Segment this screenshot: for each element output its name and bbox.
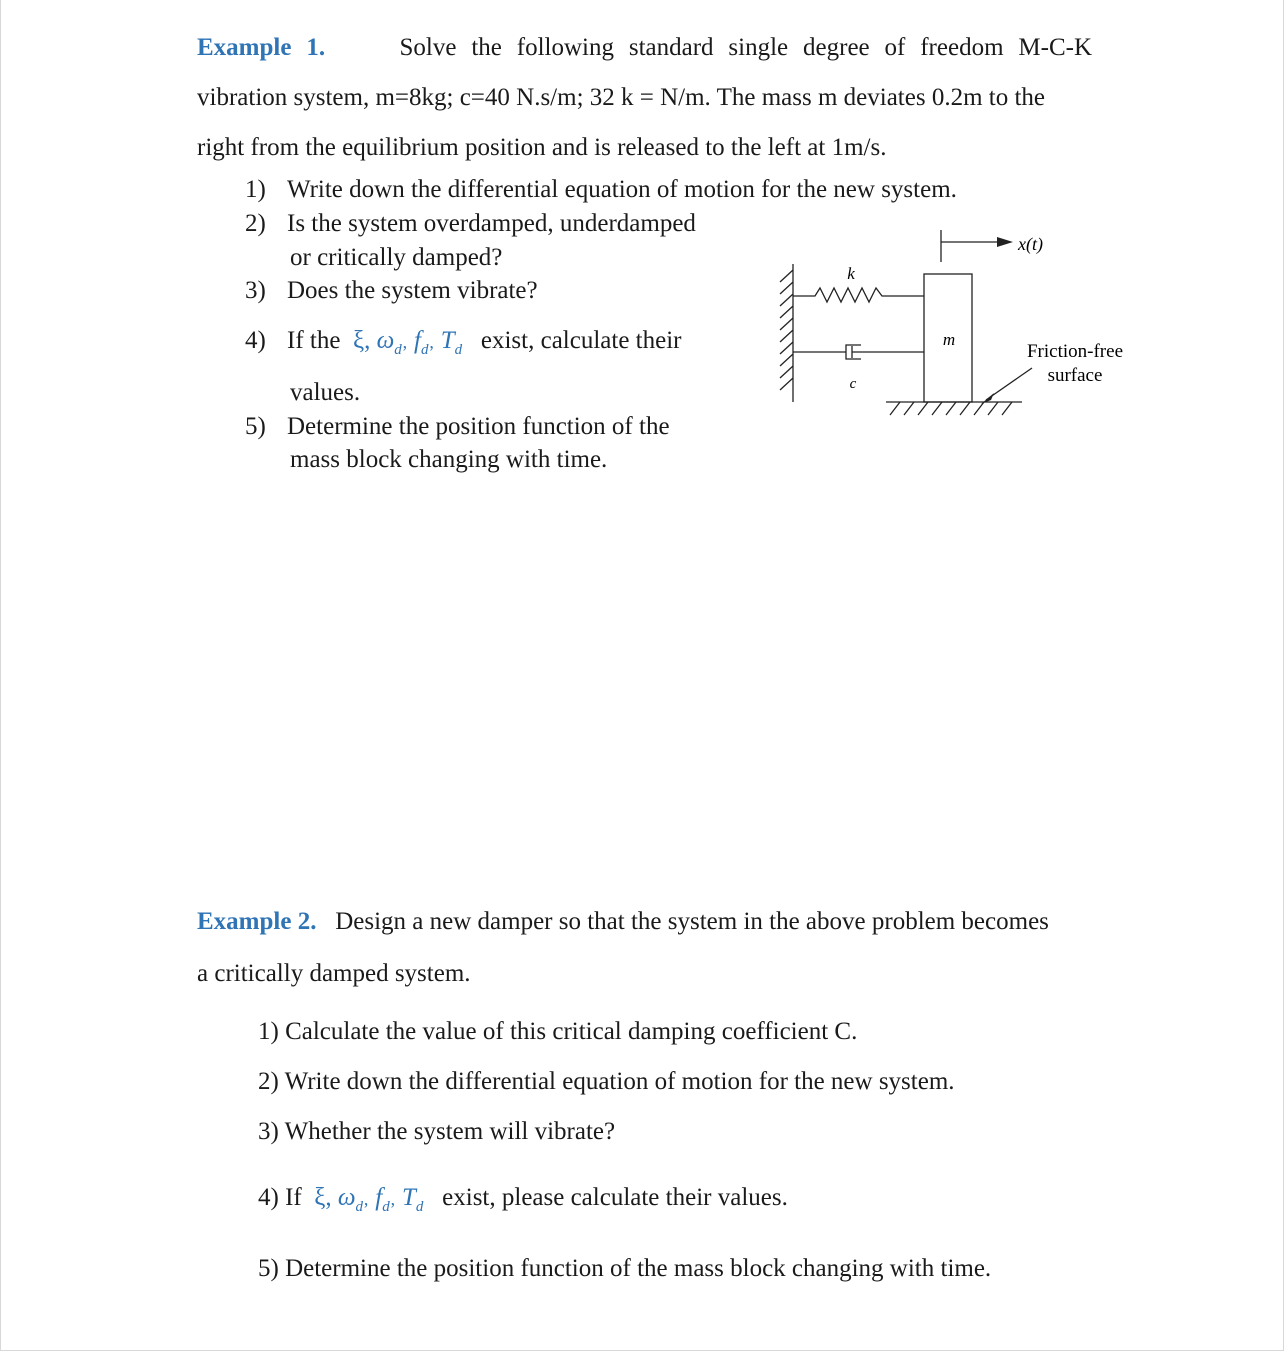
example1-item-5: 5) Determine the position function of the (245, 413, 670, 440)
example1-item-5-cont: mass block changing with time. (290, 446, 608, 473)
example2-item-3: 3) Whether the system will vibrate? (258, 1118, 616, 1145)
example2-intro-line2: a critically damped system. (197, 960, 471, 987)
mass-label: m (942, 330, 956, 349)
surface-label-line1: Friction-free (1026, 341, 1124, 362)
example1-intro-line3: right from the equilibrium position and is released to the left at 1m/s. (197, 134, 887, 161)
spring-label: k (847, 264, 855, 283)
damper-label: c (849, 376, 857, 392)
floor-hatching (890, 402, 1012, 415)
omega-symbol: ω (376, 327, 395, 354)
omega-symbol: ω (337, 1184, 356, 1211)
spring (793, 288, 924, 302)
example2-item-4: 4) If ξ, $\omega_d‚$ $f_d‚$ $T_d$ exist, please calculate their values. (258, 1184, 788, 1215)
msd-figure (760, 222, 1150, 432)
example1-item-2: 2) Is the system overdamped, underdamped (245, 210, 696, 237)
example2-item-5: 5) Determine the position function of the mass block changing with time. (258, 1255, 992, 1282)
example1-heading: Example 1. (197, 34, 326, 61)
example2-item-1: 1) Calculate the value of this critical damping coefficient C. (258, 1018, 858, 1045)
T-symbol: T (402, 1184, 416, 1211)
xi-symbol: ξ (352, 327, 365, 354)
T-symbol: T (440, 327, 455, 354)
f-symbol: f (414, 327, 421, 354)
f-symbol: f (375, 1184, 383, 1211)
example2-intro-line1: Example 2. Design a new damper so that the system in the above problem becomes (197, 908, 1049, 935)
wall-hatching (780, 270, 793, 390)
surface-label-line2: surface (1047, 365, 1103, 386)
displacement-arrow-head (997, 237, 1013, 247)
example1-item-4: 4) If the ξ, $\omega_d‚$ $f_d‚$ $T_d$ exist, calculate their (245, 327, 682, 358)
example2-heading: Example 2. (197, 908, 317, 935)
xi-symbol: ξ (314, 1184, 326, 1211)
example1-item-4-cont: values. (290, 379, 361, 406)
example1-item-1: 1) Write down the differential equation of motion for the new system. (245, 176, 957, 203)
example1-item-3: 3) Does the system vibrate? (245, 277, 538, 304)
example1-item-2-cont: or critically damped? (290, 244, 503, 271)
example1-intro-line1: Example 1. Solve the following standard single degree of freedom M-C-K (197, 34, 1093, 61)
example2-item-2: 2) Write down the differential equation of motion for the new system. (258, 1068, 955, 1095)
displacement-label: x(t) (1018, 234, 1043, 254)
example1-intro-line2: vibration system, m=8kg; c=40 N.s/m; 32 k = N/m. The mass m deviates 0.2m to the (197, 84, 1046, 111)
